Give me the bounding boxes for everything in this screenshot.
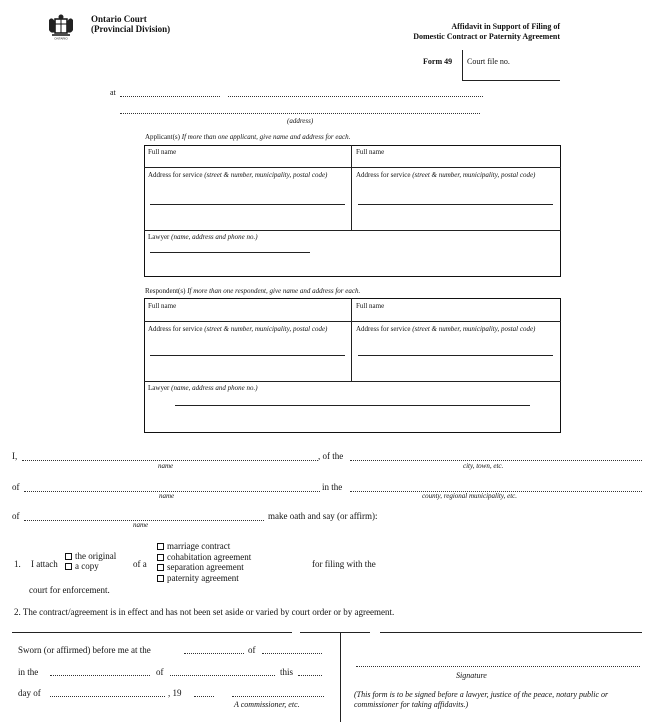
- respondent-address-left-field[interactable]: [150, 355, 345, 356]
- city-caption: city, town, etc.: [463, 462, 504, 470]
- name-caption-1: name: [158, 462, 174, 470]
- applicant-address-left-hint: (street & number, municipality, postal code): [204, 171, 328, 179]
- county-caption: county, regional municipality, etc.: [422, 492, 517, 500]
- type-paternity-agreement[interactable]: [157, 573, 251, 584]
- jurat-in-field[interactable]: [50, 675, 150, 676]
- paternity-agreement-checkbox[interactable]: [157, 575, 164, 582]
- ontario-crest-icon: [46, 14, 76, 40]
- applicants-instruction: If more than one applicant, give name and address for each.: [181, 133, 351, 141]
- applicants-heading: Applicant(s): [145, 133, 180, 141]
- form-title-line2: Domestic Contract or Paternity Agreement: [413, 32, 560, 41]
- signing-note: (This form is to be signed before a lawyer, justice of the peace, notary public or commissioner for taking affidavits.): [354, 690, 609, 709]
- para1-number: 1.: [14, 559, 21, 569]
- year-label: , 19: [168, 688, 182, 698]
- deponent-signature-field[interactable]: [356, 666, 640, 667]
- cohabitation-agreement-label: cohabitation agreement: [167, 551, 252, 562]
- at-field[interactable]: [120, 96, 220, 97]
- respondent-lawyer-label: Lawyer: [148, 384, 170, 392]
- in-the-label: in the: [322, 482, 343, 492]
- respondent-lawyer-hint: (name, address and phone no.): [171, 384, 258, 392]
- respondent-lawyer-field[interactable]: [175, 405, 530, 406]
- copy-checkbox[interactable]: [65, 563, 72, 570]
- svg-text:ONTARIO: ONTARIO: [54, 36, 68, 40]
- option-copy[interactable]: [65, 561, 116, 571]
- jurat-this-field[interactable]: [298, 675, 322, 676]
- commissioner-signature-field[interactable]: [232, 696, 324, 697]
- paternity-agreement-label: paternity agreement: [167, 572, 239, 583]
- address-caption: (address): [287, 117, 314, 125]
- option-original-label: the original: [75, 551, 117, 561]
- i-label: I,: [12, 451, 18, 461]
- para1-continuation: court for enforcement.: [29, 585, 110, 595]
- form-number: Form 49: [423, 57, 453, 66]
- sworn-of-label: of: [248, 645, 256, 655]
- commissioner-caption: A commissioner, etc.: [234, 700, 300, 709]
- jurat-in-the-label: in the: [18, 667, 39, 677]
- i-attach-label: I attach: [31, 559, 58, 569]
- separation-agreement-label: separation agreement: [167, 562, 244, 572]
- respondent-address-left-label: Address for service: [148, 325, 203, 333]
- of-label-3: of: [12, 511, 20, 521]
- option-original[interactable]: [65, 551, 116, 561]
- respondent-address-right-field[interactable]: [358, 355, 553, 356]
- sworn-place-field[interactable]: [184, 653, 244, 654]
- deponent-name-field[interactable]: [22, 460, 318, 461]
- signature-caption: Signature: [456, 671, 487, 680]
- separation-agreement-checkbox[interactable]: [157, 564, 164, 571]
- applicant-address-left-field[interactable]: [150, 204, 345, 205]
- oath-text: make oath and say (or affirm):: [268, 511, 378, 521]
- city-field[interactable]: [350, 460, 642, 461]
- sworn-of-field[interactable]: [262, 653, 322, 654]
- respondent-full-name-left-label: Full name: [148, 302, 177, 310]
- cohabitation-agreement-checkbox[interactable]: [157, 554, 164, 561]
- respondents-heading: Respondent(s): [145, 287, 186, 295]
- para2-text: 2. The contract/agreement is in effect and has not been set aside or varied by court order or by agreement.: [14, 607, 395, 617]
- marriage-contract-checkbox[interactable]: [157, 543, 164, 550]
- day-of-field[interactable]: [50, 696, 165, 697]
- at-field-2[interactable]: [228, 96, 483, 97]
- respondent-address-right-hint: (street & number, municipality, postal code): [412, 325, 536, 333]
- year-field[interactable]: [194, 696, 214, 697]
- filing-text: for filing with the: [312, 559, 376, 569]
- applicant-lawyer-label: Lawyer: [148, 233, 170, 241]
- name-caption-2: name: [159, 492, 175, 500]
- type-cohabitation-agreement[interactable]: [157, 552, 251, 563]
- jurat-of-label: of: [156, 667, 164, 677]
- type-separation-agreement[interactable]: [157, 562, 251, 573]
- applicant-full-name-left-label: Full name: [148, 148, 177, 156]
- at-label: at: [110, 88, 116, 97]
- respondent-address-left-hint: (street & number, municipality, postal code): [204, 325, 328, 333]
- applicant-address-left-label: Address for service: [148, 171, 203, 179]
- applicant-address-right-field[interactable]: [358, 204, 553, 205]
- respondent-full-name-right-label: Full name: [356, 302, 385, 310]
- applicants-table: [144, 145, 561, 277]
- respondents-table: [144, 298, 561, 433]
- marriage-contract-label: marriage contract: [167, 541, 231, 551]
- jurat-of-field[interactable]: [170, 675, 275, 676]
- applicant-address-right-label: Address for service: [356, 171, 411, 179]
- applicant-address-right-hint: (street & number, municipality, postal code): [412, 171, 536, 179]
- respondent-address-right-label: Address for service: [356, 325, 411, 333]
- court-name: Ontario Court: [91, 14, 147, 24]
- type-marriage-contract[interactable]: [157, 541, 251, 552]
- jurat-this-label: this: [280, 667, 294, 677]
- original-checkbox[interactable]: [65, 553, 72, 560]
- option-copy-label: a copy: [75, 561, 99, 571]
- address-field[interactable]: [120, 113, 480, 114]
- applicant-full-name-right-label: Full name: [356, 148, 385, 156]
- of-label-2: of: [12, 482, 20, 492]
- applicant-lawyer-field[interactable]: [150, 252, 310, 253]
- of-a-label: of a: [133, 559, 147, 569]
- form-title-line1: Affidavit in Support of Filing of: [451, 22, 560, 31]
- applicant-lawyer-hint: (name, address and phone no.): [171, 233, 258, 241]
- sworn-label: Sworn (or affirmed) before me at the: [18, 645, 151, 655]
- court-division: (Provincial Division): [91, 24, 171, 34]
- court-file-label: Court file no.: [467, 57, 510, 66]
- of-the-label-1: , of the: [318, 451, 344, 461]
- respondents-instruction: If more than one respondent, give name and address for each.: [187, 287, 361, 295]
- day-of-label: day of: [18, 688, 41, 698]
- name-caption-3: name: [133, 521, 149, 529]
